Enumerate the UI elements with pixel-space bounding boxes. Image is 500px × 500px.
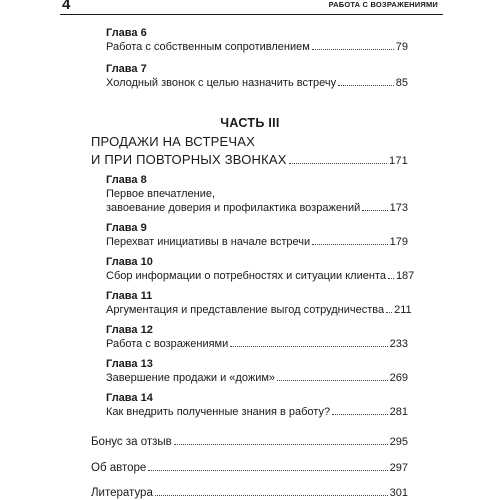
- chapter-12-title: Работа с возражениями: [106, 338, 229, 350]
- chapter-13-entry[interactable]: [106, 372, 408, 384]
- chapter-10-title: Сбор информации о потребностях и ситуации клиента: [106, 270, 386, 282]
- chapter-10-entry[interactable]: [106, 270, 415, 282]
- chapter-12-label: Глава 12: [106, 324, 153, 336]
- author-title: Об авторе: [91, 462, 147, 474]
- chapter-13-label: Глава 13: [106, 358, 153, 370]
- part-3-title-line1: ПРОДАЖИ НА ВСТРЕЧАХ: [91, 134, 255, 149]
- chapter-12-page: 233: [389, 338, 408, 350]
- chapter-9-title: Перехват инициативы в начале встречи: [106, 236, 311, 248]
- dot-leader: [338, 85, 394, 86]
- dot-leader: [312, 49, 394, 50]
- running-title: РАБОТА С ВОЗРАЖЕНИЯМИ: [328, 0, 438, 9]
- chapter-8-entry[interactable]: [106, 202, 408, 214]
- author-entry[interactable]: [91, 462, 408, 474]
- literature-title: Литература: [91, 487, 153, 499]
- chapter-9-page: 179: [389, 236, 408, 248]
- literature-entry[interactable]: [91, 487, 408, 499]
- dot-leader: [148, 470, 387, 471]
- chapter-11-label: Глава 11: [106, 290, 153, 302]
- part-3-page: 171: [389, 155, 408, 167]
- chapter-11-entry[interactable]: [106, 304, 412, 316]
- bonus-title: Бонус за отзыв: [91, 436, 172, 448]
- chapter-7-label: Глава 7: [106, 63, 147, 75]
- chapter-10-label: Глава 10: [106, 256, 153, 268]
- part-3-title-line2: И ПРИ ПОВТОРНЫХ ЗВОНКАХ: [91, 152, 287, 167]
- chapter-14-entry[interactable]: [106, 406, 408, 418]
- dot-leader: [332, 414, 388, 415]
- bonus-page: 295: [389, 436, 408, 448]
- chapter-6-title: Работа с собственным сопротивлением: [106, 41, 310, 53]
- dot-leader: [155, 495, 388, 496]
- dot-leader: [174, 444, 388, 445]
- literature-page: 301: [389, 487, 408, 499]
- part-3-heading: ЧАСТЬ III: [220, 116, 280, 130]
- chapter-7-title: Холодный звонок с целью назначить встречу: [106, 77, 337, 89]
- chapter-14-title: Как внедрить полученные знания в работу?: [106, 406, 331, 418]
- chapter-14-label: Глава 14: [106, 392, 153, 404]
- chapter-13-page: 269: [389, 372, 408, 384]
- dot-leader: [388, 278, 394, 279]
- part-3-entry[interactable]: [91, 152, 408, 167]
- chapter-13-title: Завершение продажи и «дожим»: [106, 372, 276, 384]
- chapter-11-title: Аргументация и представление выгод сотрудничества: [106, 304, 385, 316]
- dot-leader: [289, 163, 387, 164]
- chapter-6-label: Глава 6: [106, 27, 147, 39]
- chapter-7-entry[interactable]: [106, 77, 408, 89]
- chapter-14-page: 281: [389, 406, 408, 418]
- chapter-11-page: 211: [394, 304, 412, 316]
- chapter-7-page: 85: [395, 77, 408, 89]
- author-page: 297: [389, 462, 408, 474]
- dot-leader: [362, 210, 387, 211]
- chapter-9-entry[interactable]: [106, 236, 408, 248]
- chapter-6-page: 79: [395, 41, 408, 53]
- chapter-8-title-line1: Первое впечатление,: [106, 188, 216, 200]
- bonus-entry[interactable]: [91, 436, 408, 448]
- chapter-12-entry[interactable]: [106, 338, 408, 350]
- dot-leader: [230, 346, 387, 347]
- chapter-8-label: Глава 8: [106, 174, 147, 186]
- dot-leader: [277, 380, 388, 381]
- page-number: 4: [62, 0, 71, 13]
- chapter-8-title-line2: завоевание доверия и профилактика возражений: [106, 202, 361, 214]
- chapter-6-entry[interactable]: [106, 41, 408, 53]
- chapter-9-label: Глава 9: [106, 222, 147, 234]
- chapter-10-page: 187: [395, 270, 415, 282]
- chapter-8-page: 173: [389, 202, 408, 214]
- dot-leader: [312, 244, 387, 245]
- dot-leader: [386, 312, 392, 313]
- header-rule: [60, 14, 443, 15]
